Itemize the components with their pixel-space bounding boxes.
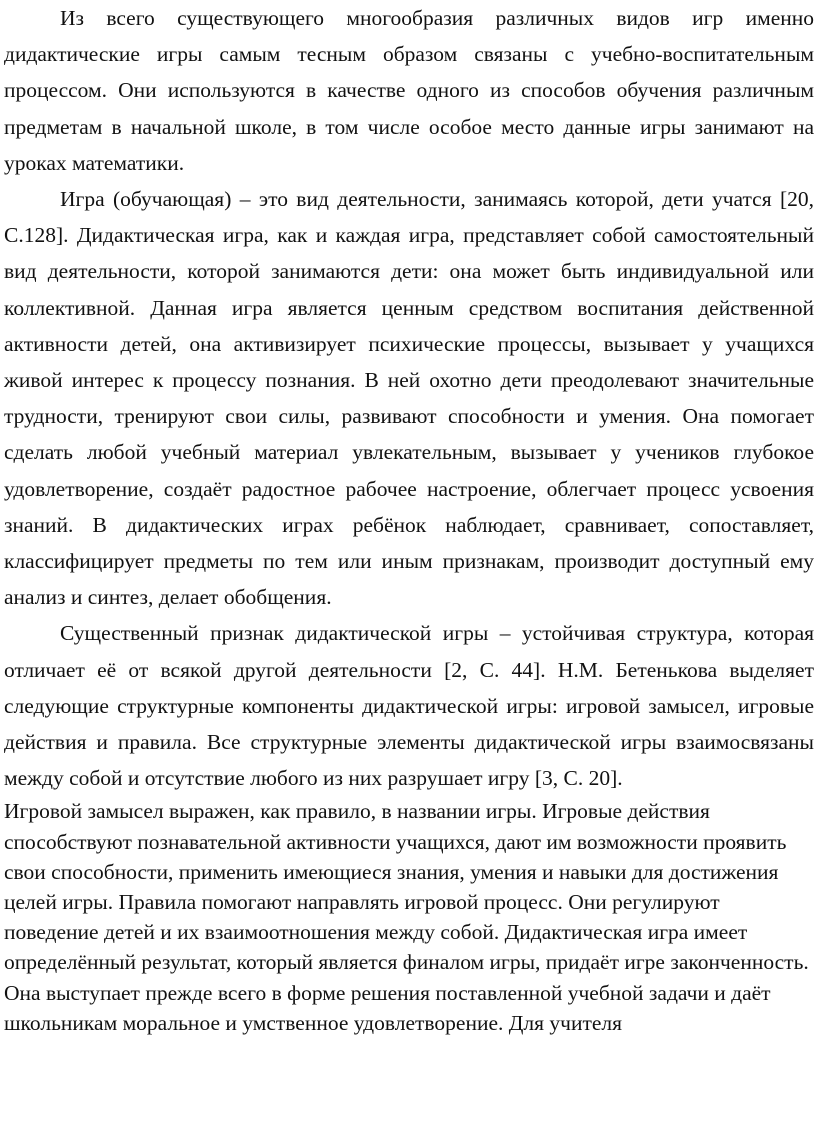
paragraph-4: Игровой замысел выражен, как правило, в названии игры. Игровые действия способствуют познавательной активности учащихся, дают им возможности проявить свои способности, применить имеющиеся знания, умения и навыки для достижения целей игры. Правила помогают направлять игровой процесс. Они регулируют поведение детей и их взаимоотношения между собой. Дидактическая игра имеет определённый результат, который является финалом игры, придаёт игре законченность. Она выступает прежде всего в форме решения поставленной учебной задачи и даёт школьникам моральное и умственное удовлетворение. Для учителя [4,799,809,1035]
document-page [4,0,814,1038]
paragraph-3: Существенный признак дидактической игры – устойчивая структура, которая отличает её от всякой другой деятельности [2, С. 44]. Н.М. Бетенькова выделяет следующие структурные компоненты дидактической игры: игровой замысел, игровые действия и правила. Все структурные элементы дидактической игры взаимосвязаны между собой и отсутствие любого из них разрушает игру [3, С. 20]. [4,621,814,791]
paragraph-1: Из всего существующего многообразия различных видов игр именно дидактические игры самым тесным образом связаны с учебно-воспитательным процессом. Они используются в качестве одного из способов обучения различным предметам в начальной школе, в том числе особое место данные игры занимают на уроках математики. [4,6,814,175]
paragraph-2: Игра (обучающая) – это вид деятельности, занимаясь которой, дети учатся [20, С.128]. Дидактическая игра, как и каждая игра, представляет собой самостоятельный вид деятельности, которой занимаются дети: она может быть индивидуальной или коллективной. Данная игра является ценным средством воспитания действенной активности детей, она активизирует психические процессы, вызывает у учащихся живой интерес к процессу познания. В ней охотно дети преодолевают значительные трудности, тренируют свои силы, развивают способности и умения. Она помогает сделать любой учебный материал увлекательным, вызывает у учеников глубокое удовлетворение, создаёт радостное рабочее настроение, облегчает процесс усвоения знаний. В дидактических играх ребёнок наблюдает, сравнивает, сопоставляет, классифицирует предметы по тем или иным признакам, производит доступный ему анализ и синтез, делает обобщения. [4,187,814,610]
